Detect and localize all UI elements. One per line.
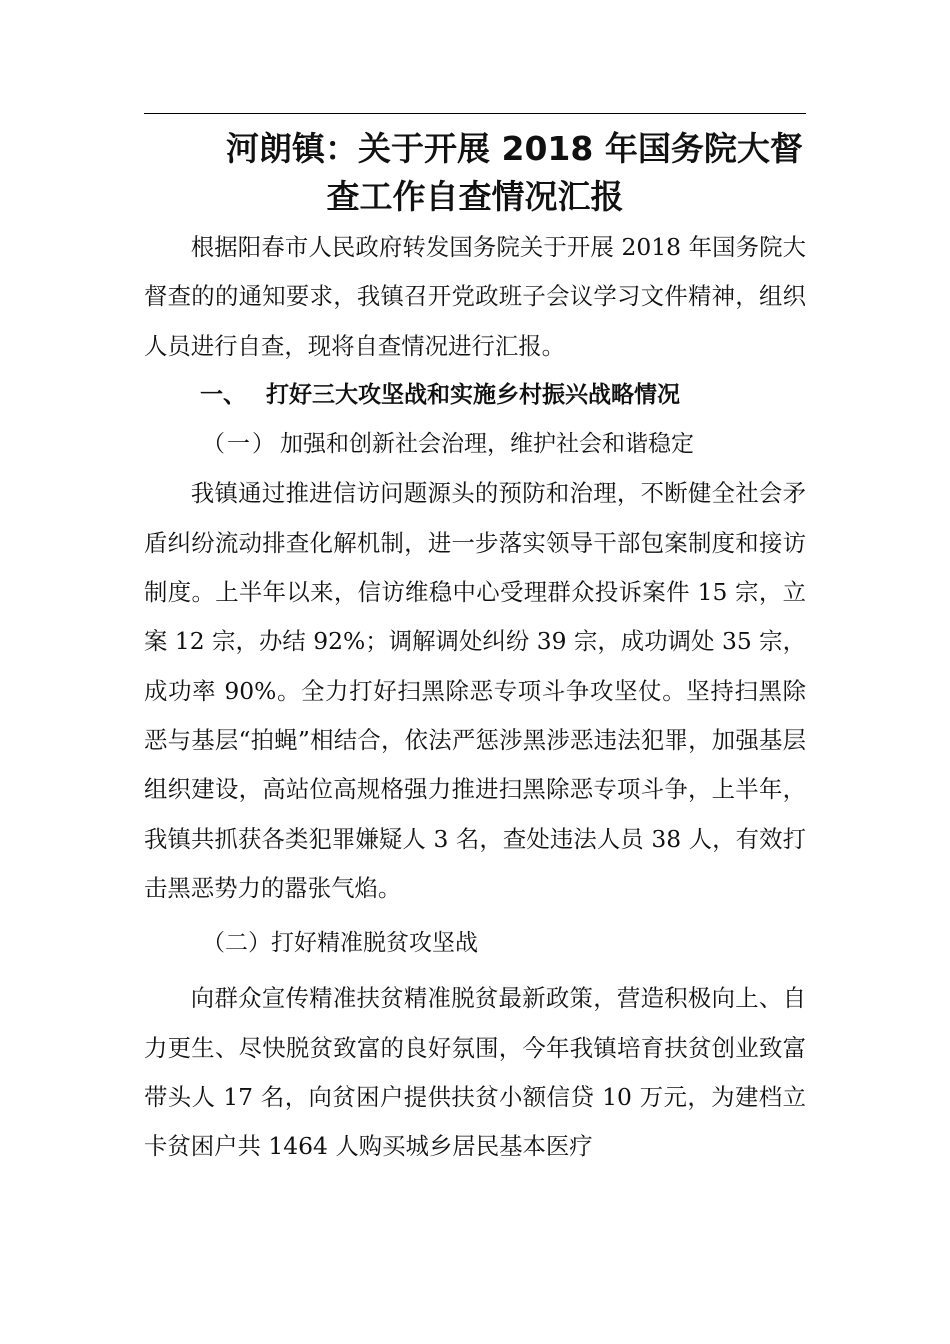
subsection-1-paragraph: 我镇通过推进信访问题源头的预防和治理，不断健全社会矛盾纠纷流动排查化解机制，进一步落实领导干部包案制度和接访制度。上半年以来，信访维稳中心受理群众投诉案件 15 宗，立案 12 宗，办结 92%；调解调处纠纷 39 宗，成功调处 35 宗，成功率 90%。全力打好扫黑除恶专项斗争攻坚仗。坚持扫黑除恶与基层“拍蝇”相结合，依法严惩涉黑涉恶违法犯罪，加强基层组织建设，高站位高规格强力推进扫黑除恶专项斗争，上半年，我镇共抓获各类犯罪嫌疑人 3 名，查处违法人员 38 人，有效打击黑恶势力的嚣张气焰。 — [144, 479, 806, 902]
document-title-line-1: 河朗镇：关于开展 2018 年国务院大督 — [226, 129, 803, 168]
document-body — [144, 223, 806, 1172]
section-1-title: 打好三大攻坚战和实施乡村振兴战略情况 — [266, 381, 680, 408]
subsection-1-heading — [144, 420, 806, 469]
intro-paragraph: 根据阳春市人民政府转发国务院关于开展 2018 年国务院大督查的的通知要求，我镇召开党政班子会议学习文件精神，组织人员进行自查，现将自查情况进行汇报。 — [144, 233, 806, 360]
subsection-2-paragraph: 向群众宣传精准扶贫精准脱贫最新政策，营造积极向上、自力更生、尽快脱贫致富的良好氛围，今年我镇培育扶贫创业致富带头人 17 名，向贫困户提供扶贫小额信贷 10 万元，为建档立卡贫困户共 1464 人购买城乡居民基本医疗 — [144, 984, 806, 1161]
header-rule — [144, 113, 806, 114]
document-title-line-2: 查工作自查情况汇报 — [326, 177, 624, 216]
section-1-number: 一、 — [200, 381, 246, 408]
subsection-1-number: （一） — [202, 431, 277, 458]
subsection-1-title: 加强和创新社会治理，维护社会和谐稳定 — [280, 431, 694, 458]
subsection-2-heading: （二）打好精准脱贫攻坚战 — [202, 930, 478, 957]
section-1-heading — [144, 371, 806, 420]
